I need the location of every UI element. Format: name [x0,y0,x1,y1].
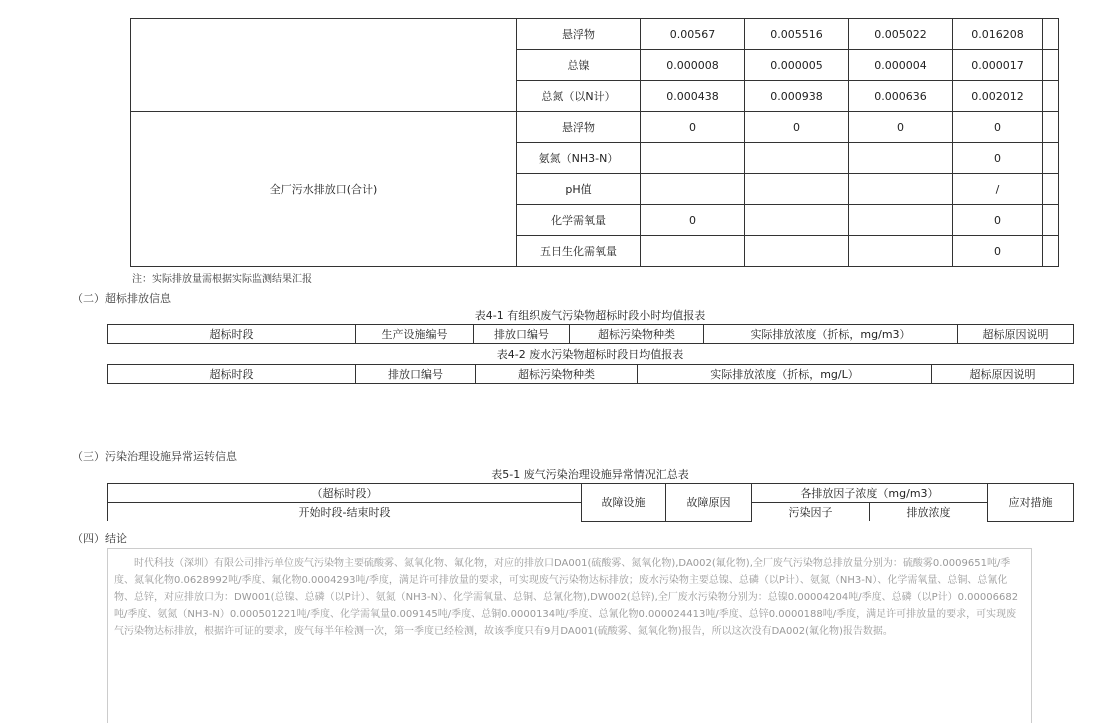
column-header: 超标污染物种类 [476,365,638,384]
value-cell [745,143,849,174]
t51-header-pollutant: 污染因子 [752,503,870,522]
t51-header-facility: 故障设施 [582,484,666,522]
column-header: 超标原因说明 [932,365,1074,384]
value-cell [849,205,953,236]
outlet-cell [131,19,517,112]
t51-header-period-sub: 开始时段-结束时段 [108,503,582,522]
conclusion-text: 时代科技（深圳）有限公司排污单位废气污染物主要硫酸雾、氮氧化物、氟化物，对应的排放口DA001(硫酸雾、氮氧化物),DA002(氟化物),全厂废气污染物总排放量分别为：硫酸雾0.0009651吨/季度、氮氧化物0.0628992吨/季度、氟化物0.0004293吨/季度，满足许可排放量的要求，可实现废气污染物达标排放；废水污染物主要总镍、总磷（以P计）、氨氮（NH3-N）、化学需氧量、总铜、总氰化物、总锌，对应排放口为：DW001(总镍、总磷（以P计）、氨氮（NH3-N）、化学需氧量、总铜、总氰化物),DW002(总锌),全厂废水污染物分别为：总镍0.00004204吨/季度、总磷（以P计）0.00006682吨/季度、氨氮（NH3-N）0.000501221吨/季度、化学需氧量0.009145吨/季度、总铜0.0000134吨/季度、总氰化物0.000024413吨/季度、总锌0.0000188吨/季度，满足许可排放量的要求，可实现废气污染物达标排放，根据许可证的要求，废气每半年检测一次，第一季度已经检测，故该季度只有9月DA001(硫酸雾、氮氧化物)报告，所以这次没有DA002(氟化物)报告数据。 [114,558,1019,637]
t51-header-reason: 故障原因 [666,484,752,522]
outlet-cell: 全厂污水排放口(合计) [131,112,517,267]
value-cell [849,174,953,205]
value-cell: 0.002012 [953,81,1043,112]
value-cell [1043,174,1059,205]
value-cell [1043,19,1059,50]
pollutant-cell: 氨氮（NH3-N） [517,143,641,174]
value-cell [849,236,953,267]
column-header: 实际排放浓度（折标，mg/L） [638,365,932,384]
value-cell [1043,236,1059,267]
value-cell: 0.000938 [745,81,849,112]
value-cell: 0.016208 [953,19,1043,50]
column-header: 生产设施编号 [356,325,474,344]
value-cell: 0.000004 [849,50,953,81]
column-header: 实际排放浓度（折标，mg/m3） [704,325,958,344]
value-cell: 0 [953,143,1043,174]
column-header: 排放口编号 [356,365,476,384]
column-header: 排放口编号 [474,325,570,344]
pollutant-cell: 悬浮物 [517,19,641,50]
value-cell [745,174,849,205]
value-cell: 0.000438 [641,81,745,112]
value-cell: 0.005516 [745,19,849,50]
t51-header-conc: 各排放因子浓度（mg/m3） [752,484,988,503]
value-cell [1043,205,1059,236]
value-cell: 0.000636 [849,81,953,112]
emissions-table [130,18,1059,267]
value-cell: / [953,174,1043,205]
value-cell [1043,50,1059,81]
pollutant-cell: pH值 [517,174,641,205]
value-cell [1043,112,1059,143]
table42 [107,364,1074,384]
value-cell [745,236,849,267]
value-cell [745,205,849,236]
table41-caption: 表4-1 有组织废气污染物超标时段小时均值报表 [474,309,706,322]
table-row [131,112,1059,143]
value-cell [1043,143,1059,174]
value-cell: 0.00567 [641,19,745,50]
pollutant-cell: 悬浮物 [517,112,641,143]
column-header: 超标时段 [108,325,356,344]
table41 [107,324,1074,344]
pollutant-cell: 总氮（以N计） [517,81,641,112]
value-cell: 0.000008 [641,50,745,81]
section-heading-exceedance: （二）超标排放信息 [72,292,171,305]
value-cell [641,174,745,205]
conclusion-textarea[interactable] [107,548,1032,723]
column-header: 超标原因说明 [958,325,1074,344]
value-cell [849,143,953,174]
section-heading-facility-abnormal: （三）污染治理设施异常运转信息 [72,450,237,463]
table51 [107,483,1074,522]
table42-caption: 表4-2 废水污染物超标时段日均值报表 [496,348,684,361]
column-header: 超标时段 [108,365,356,384]
pollutant-cell: 化学需氧量 [517,205,641,236]
table-note: 注：实际排放量需根据实际监测结果汇报 [132,274,312,285]
pollutant-cell: 五日生化需氧量 [517,236,641,267]
t51-header-period: （超标时段） [108,484,582,503]
table51-caption: 表5-1 废气污染治理设施异常情况汇总表 [491,468,689,481]
table-row [131,19,1059,50]
t51-header-conc-val: 排放浓度 [870,503,988,522]
column-header: 超标污染物种类 [570,325,704,344]
value-cell [641,143,745,174]
value-cell [1043,81,1059,112]
value-cell: 0 [641,205,745,236]
value-cell: 0.000017 [953,50,1043,81]
value-cell: 0 [745,112,849,143]
section-heading-conclusion: （四）结论 [72,532,127,545]
value-cell: 0.000005 [745,50,849,81]
pollutant-cell: 总镍 [517,50,641,81]
t51-header-measures: 应对措施 [988,484,1074,522]
value-cell: 0 [953,112,1043,143]
value-cell: 0 [849,112,953,143]
value-cell [641,236,745,267]
value-cell: 0.005022 [849,19,953,50]
value-cell: 0 [953,205,1043,236]
value-cell: 0 [953,236,1043,267]
value-cell: 0 [641,112,745,143]
